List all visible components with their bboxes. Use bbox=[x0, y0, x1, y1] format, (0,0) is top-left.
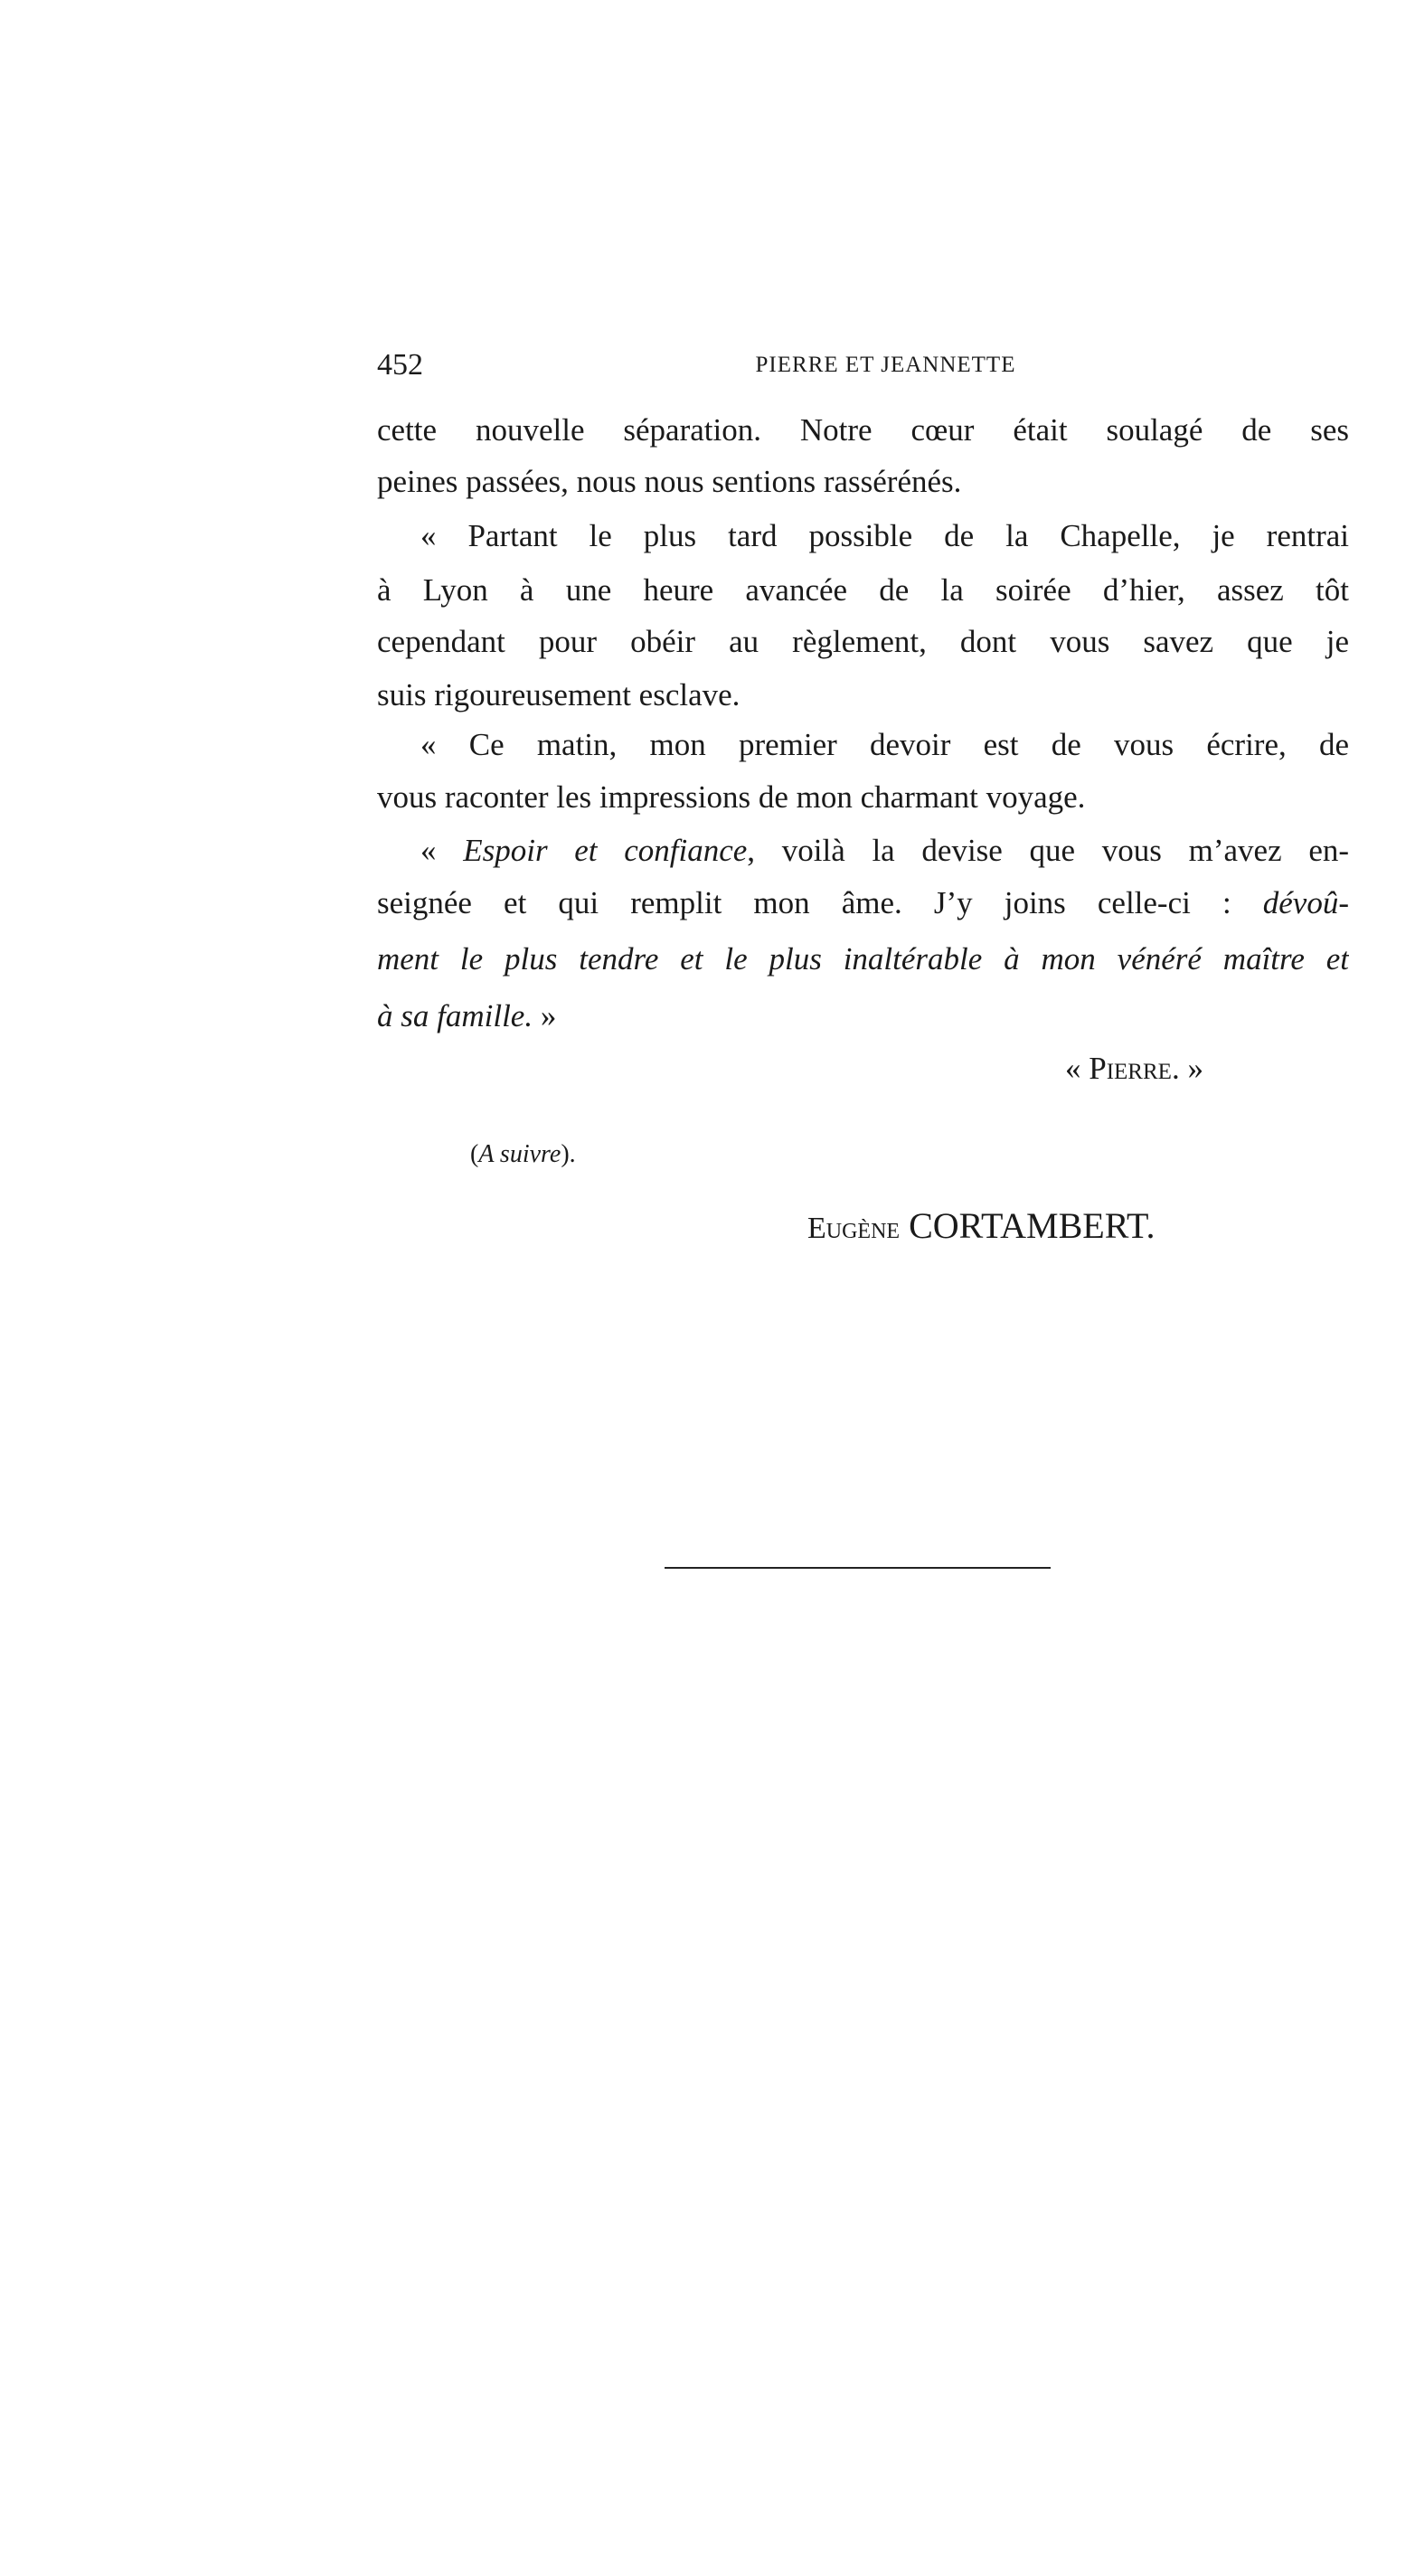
text-segment: « Ce matin, mon premier devoir est de vous écrire, de bbox=[420, 727, 1349, 762]
signature-name: Pierre bbox=[1089, 1051, 1172, 1086]
to-be-continued bbox=[470, 1133, 741, 1176]
close-quote: . » bbox=[1171, 1051, 1203, 1086]
text-segment: vous raconter les impressions de mon charmant voyage. bbox=[377, 779, 1086, 815]
text-line bbox=[377, 409, 1349, 452]
to-be-continued-text: A suivre bbox=[478, 1140, 561, 1168]
text-line bbox=[377, 776, 1349, 819]
text-line bbox=[377, 514, 1349, 558]
text-line bbox=[377, 620, 1349, 664]
author-last-name: CORTAMBERT. bbox=[909, 1205, 1156, 1246]
text-segment: Espoir et confiance bbox=[463, 833, 748, 868]
text-line bbox=[377, 674, 1349, 717]
text-segment: « bbox=[420, 833, 464, 868]
text-segment: » bbox=[533, 998, 557, 1033]
text-segment: dévoû- bbox=[1262, 885, 1349, 920]
end-rule bbox=[665, 1567, 1051, 1569]
running-title: PIERRE ET JEANNETTE bbox=[755, 353, 1016, 377]
text-line bbox=[377, 938, 1349, 981]
text-segment: seignée et qui remplit mon âme. J’y joins celle-ci : bbox=[377, 885, 1263, 920]
text-segment: « Partant le plus tard possible de la Chapelle, je rentrai bbox=[420, 518, 1349, 553]
text-line bbox=[377, 460, 1349, 504]
text-segment: peines passées, nous nous sentions rassérénés. bbox=[377, 464, 962, 499]
text-line bbox=[377, 995, 1349, 1038]
paren-close: ). bbox=[561, 1140, 576, 1168]
text-segment: , voilà la devise que vous m’avez en- bbox=[747, 833, 1349, 868]
page-number: 452 bbox=[377, 348, 423, 382]
paren-open: ( bbox=[470, 1140, 479, 1168]
author-signature bbox=[807, 1204, 1350, 1248]
text-segment: cette nouvelle séparation. Notre cœur était soulagé de ses bbox=[377, 412, 1349, 448]
open-quote: « bbox=[1065, 1051, 1090, 1086]
text-segment: ment le plus tendre et le plus inaltérable à mon vénéré maître et bbox=[377, 941, 1349, 977]
author-first-name: Eugène bbox=[807, 1212, 901, 1245]
text-segment: à Lyon à une heure avancée de la soirée d’hier, assez tôt bbox=[377, 572, 1349, 608]
text-segment: cependant pour obéir au règlement, dont vous savez que je bbox=[377, 624, 1349, 659]
letter-signature bbox=[1065, 1047, 1336, 1090]
text-segment: à sa famille. bbox=[377, 998, 533, 1033]
text-line bbox=[377, 723, 1349, 767]
text-segment: suis rigoureusement esclave. bbox=[377, 677, 741, 712]
text-line bbox=[377, 569, 1349, 612]
text-line bbox=[377, 882, 1349, 925]
text-line bbox=[377, 829, 1349, 873]
page-header bbox=[377, 345, 1349, 385]
